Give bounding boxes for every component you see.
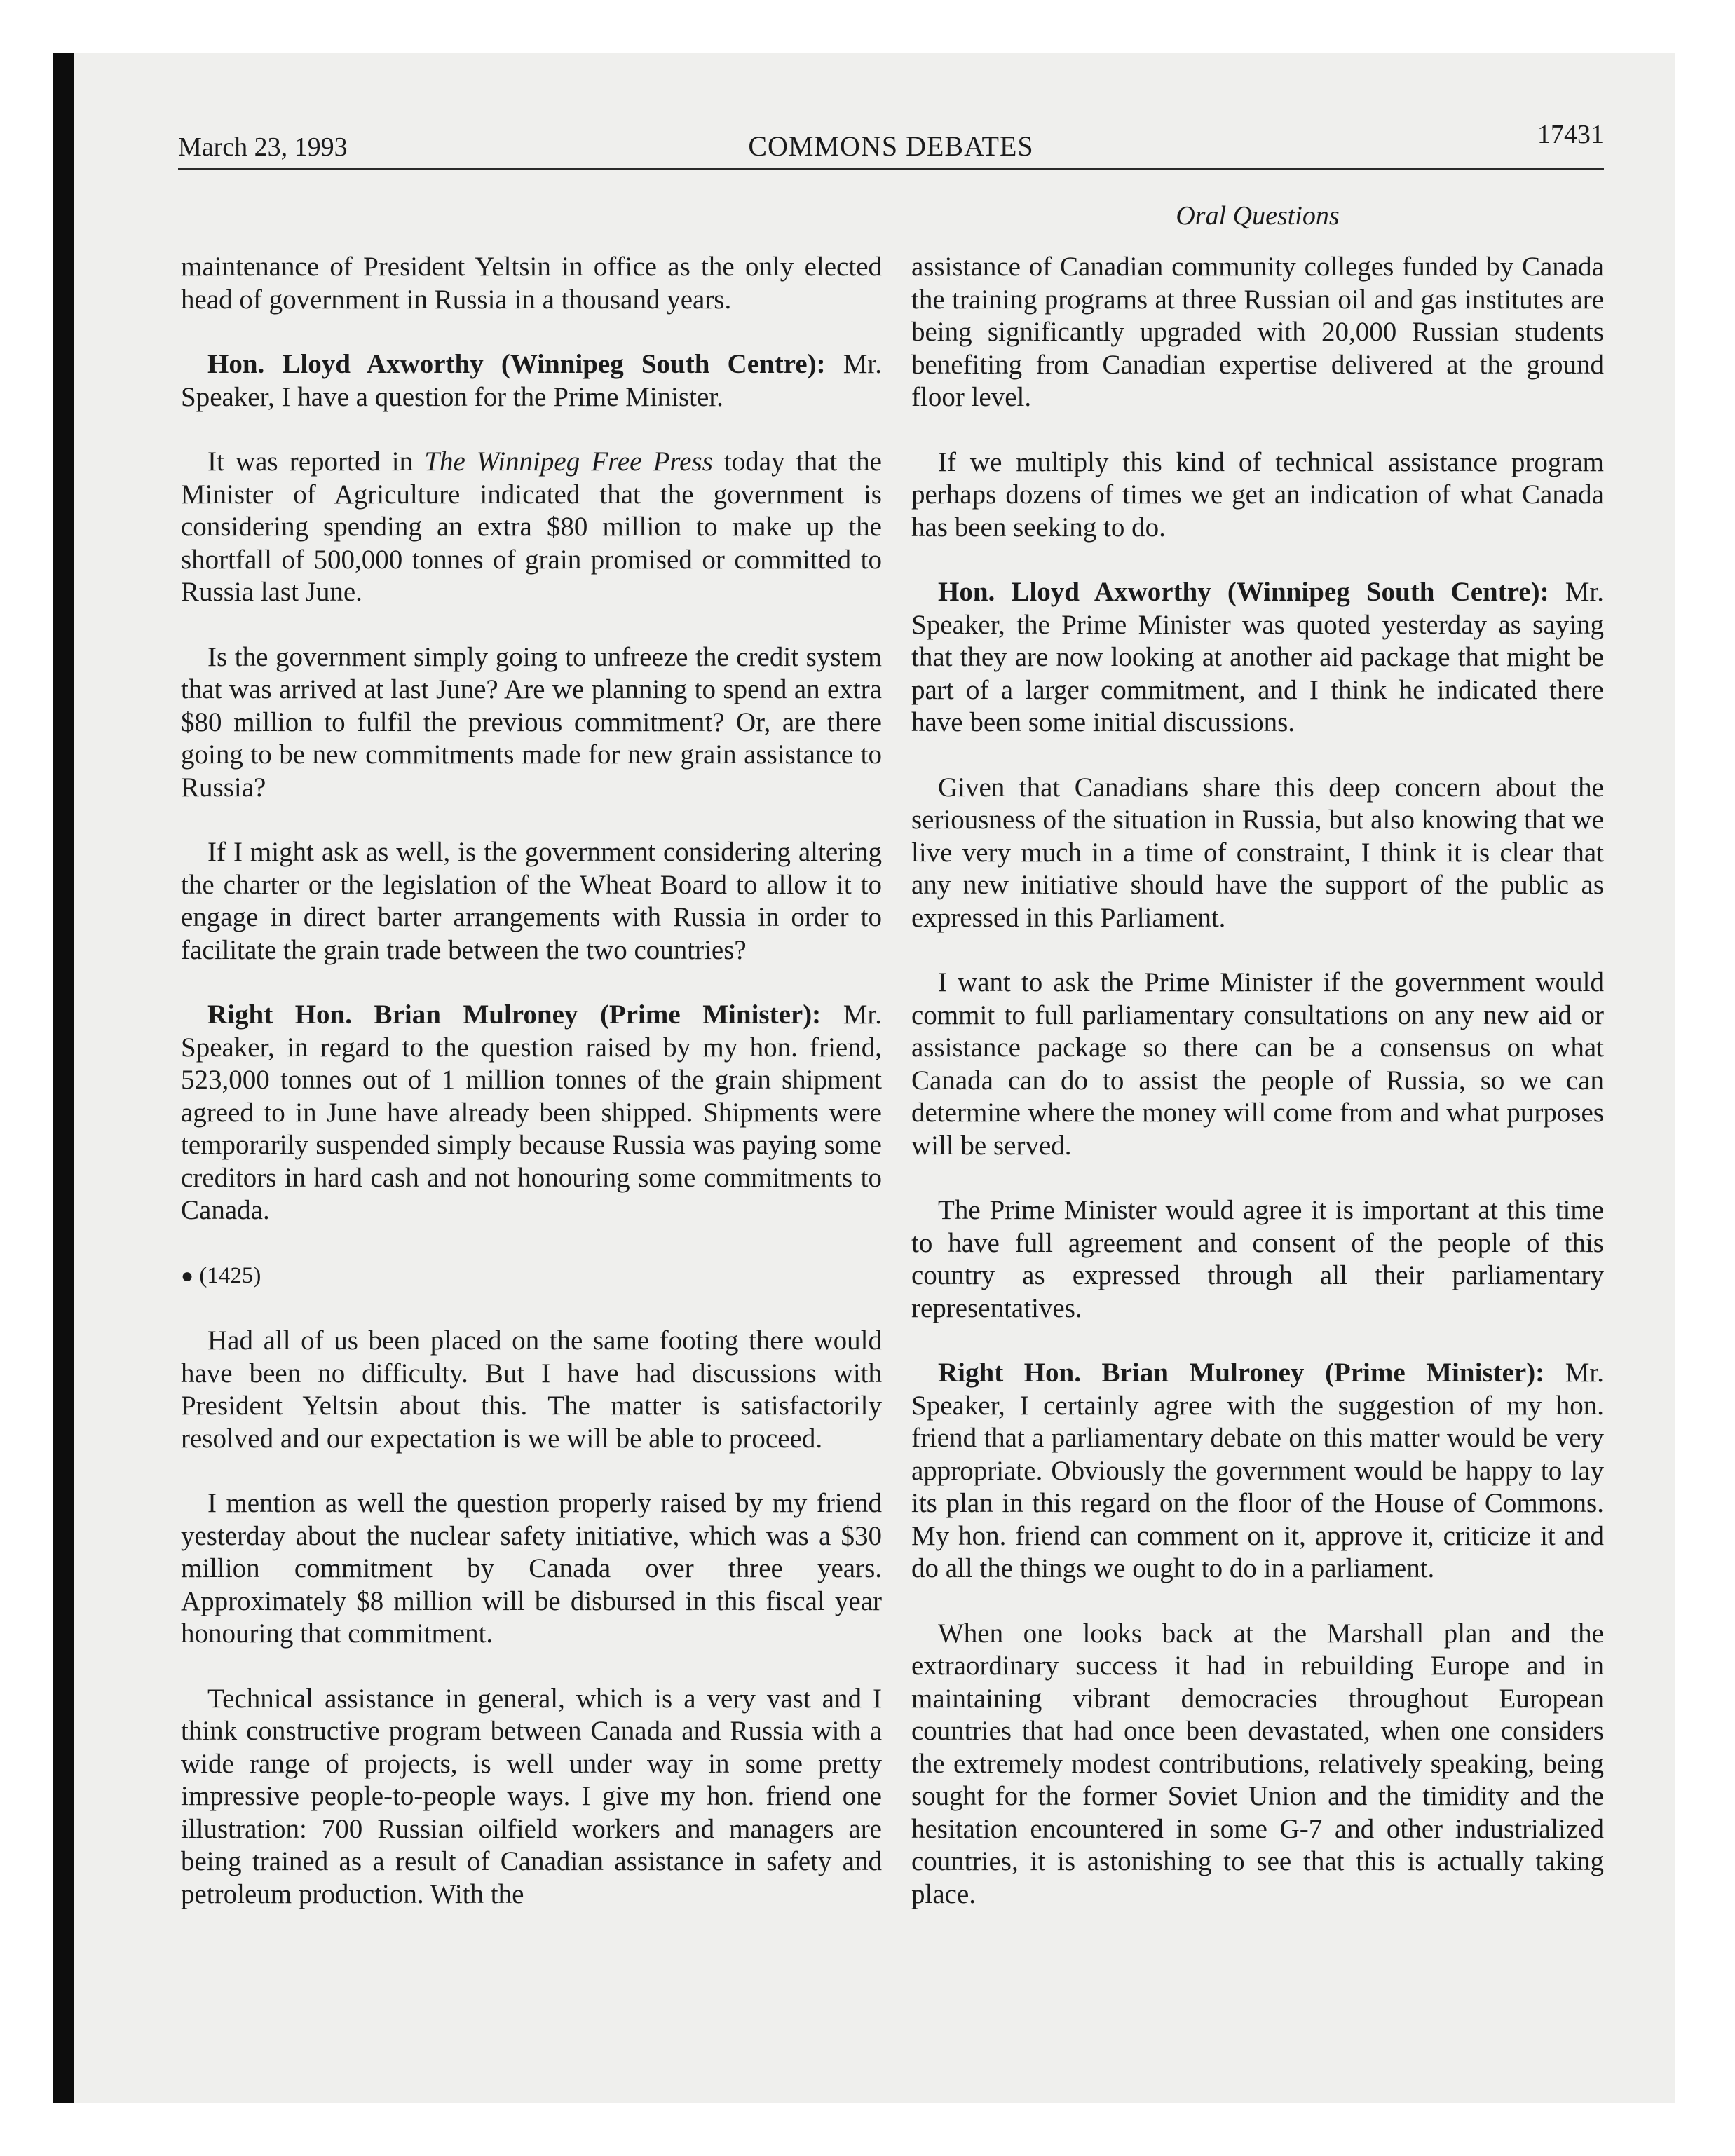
speaker-name: Hon. Lloyd Axworthy (Winnipeg South Centre):	[207, 349, 826, 379]
newspaper-title: The Winnipeg Free Press	[424, 446, 713, 477]
paragraph: I mention as well the question properly raised by my friend yesterday about the nuclear safety initiative, which was a $30 million commitment by Canada over three years. Approximately $8 million will be disbursed in this fiscal year honouring that commitment.	[181, 1488, 882, 1649]
paragraph	[181, 446, 882, 609]
paragraph: Had all of us been placed on the same footing there would have been no difficulty. But I have had discussions with President Yeltsin about this. The matter is satisfactorily resolved and our expectation is we will be able to proceed.	[181, 1325, 882, 1454]
page-header	[178, 120, 1604, 165]
text-run: It was reported in	[207, 446, 425, 477]
paragraph: I want to ask the Prime Minister if the government would commit to full parliamentary consultations on any new aid or assistance package so there can be a consensus on what Canada can do to assist the people of Russia, so we can determine where the money will come from and what purposes will be served.	[911, 967, 1604, 1161]
speech-text: Mr. Speaker, in regard to the question raised by my hon. friend, 523,000 tonnes out of 1 million tonnes of the grain shipment agreed to in June have already been shipped. Shipments were temporarily suspended simply because Russia was paying some creditors in hard cash and not honouring some commitments to Canada.	[181, 999, 882, 1225]
text-run: today that the Minister of Agriculture indicated that the government is considering spending an extra $80 million to make up the shortfall of 500,000 tonnes of grain promised or committed to Russia last June.	[181, 446, 882, 607]
speech-text: Mr. Speaker, I have a question for the Prime Minister.	[181, 349, 882, 412]
header-date: March 23, 1993	[178, 132, 348, 162]
paragraph: When one looks back at the Marshall plan and the extraordinary success it had in rebuilding Europe and in maintaining vibrant democracies throughout European countries that had once been devastated, when one considers the extremely modest contributions, relatively speaking, being sought for the former Soviet Union and the timidity and the hesitation encountered in some G-7 and other industrialized countries, it is astonishing to see that this is actually taking place.	[911, 1618, 1604, 1909]
paragraph: Is the government simply going to unfreeze the credit system that was arrived at last June? Are we planning to spend an extra $80 million to fulfil the previous commitment? Or, are there going to be new commitments made for new grain assistance to Russia?	[181, 641, 882, 803]
paragraph: If we multiply this kind of technical assistance program perhaps dozens of times we get an indication of what Canada has been seeking to do.	[911, 446, 1604, 543]
speech-paragraph	[911, 576, 1604, 739]
time-marker	[181, 1260, 882, 1293]
speaker-name: Hon. Lloyd Axworthy (Winnipeg South Centre):	[938, 577, 1549, 607]
header-rule	[178, 168, 1604, 170]
bullet-icon: ●	[181, 1264, 194, 1288]
speech-paragraph	[911, 1357, 1604, 1585]
speech-paragraph	[181, 999, 882, 1227]
section-title: Oral Questions	[1176, 201, 1340, 231]
paragraph: If I might ask as well, is the government considering altering the charter or the legislation of the Wheat Board to allow it to engage in direct barter arrangements with Russia in order to facilitate the grain trade between the two countries?	[181, 837, 882, 965]
header-title: COMMONS DEBATES	[748, 130, 1034, 162]
paragraph: Given that Canadians share this deep concern about the seriousness of the situation in Russia, but also knowing that we live very much in a time of constraint, I think it is clear that any new initiative should have the support of the public as expressed in this Parliament.	[911, 772, 1604, 933]
speaker-name: Right Hon. Brian Mulroney (Prime Minister):	[938, 1358, 1545, 1388]
speaker-name: Right Hon. Brian Mulroney (Prime Minister):	[207, 999, 822, 1030]
paragraph: Technical assistance in general, which is a very vast and I think constructive program between Canada and Russia with a wide range of projects, is well under way in some pretty impressive people-to-people ways. I give my hon. friend one illustration: 700 Russian oilfield workers and managers are being trained as a result of Canadian assistance in safety and petroleum production. With the	[181, 1683, 882, 1909]
header-page-number: 17431	[1537, 120, 1604, 149]
right-column	[911, 251, 1604, 1911]
paragraph: assistance of Canadian community colleges funded by Canada the training programs at three Russian oil and gas institutes are being significantly upgraded with 20,000 Russian students benefiting from Canadian expertise delivered at the ground floor level.	[911, 252, 1604, 412]
speech-text: Mr. Speaker, I certainly agree with the suggestion of my hon. friend that a parliamentary debate on this matter would be very appropriate. Obviously the government would be happy to lay its plan in this regard on the floor of the House of Commons. My hon. friend can comment on it, approve it, criticize it and do all the things we ought to do in a parliament.	[911, 1358, 1604, 1583]
scan-edge	[53, 53, 74, 2103]
paragraph: The Prime Minister would agree it is important at this time to have full agreement and consent of the people of this country as expressed through all their parliamentary representatives.	[911, 1195, 1604, 1323]
left-column	[181, 251, 882, 1911]
speech-text: Mr. Speaker, the Prime Minister was quoted yesterday as saying that they are now looking at another aid package that might be part of a larger commitment, and I think he indicated there have been some initial discussions.	[911, 577, 1604, 737]
time-marker-text: (1425)	[199, 1262, 261, 1288]
paragraph: maintenance of President Yeltsin in office as the only elected head of government in Russia in a thousand years.	[181, 252, 882, 315]
speech-paragraph	[181, 348, 882, 414]
